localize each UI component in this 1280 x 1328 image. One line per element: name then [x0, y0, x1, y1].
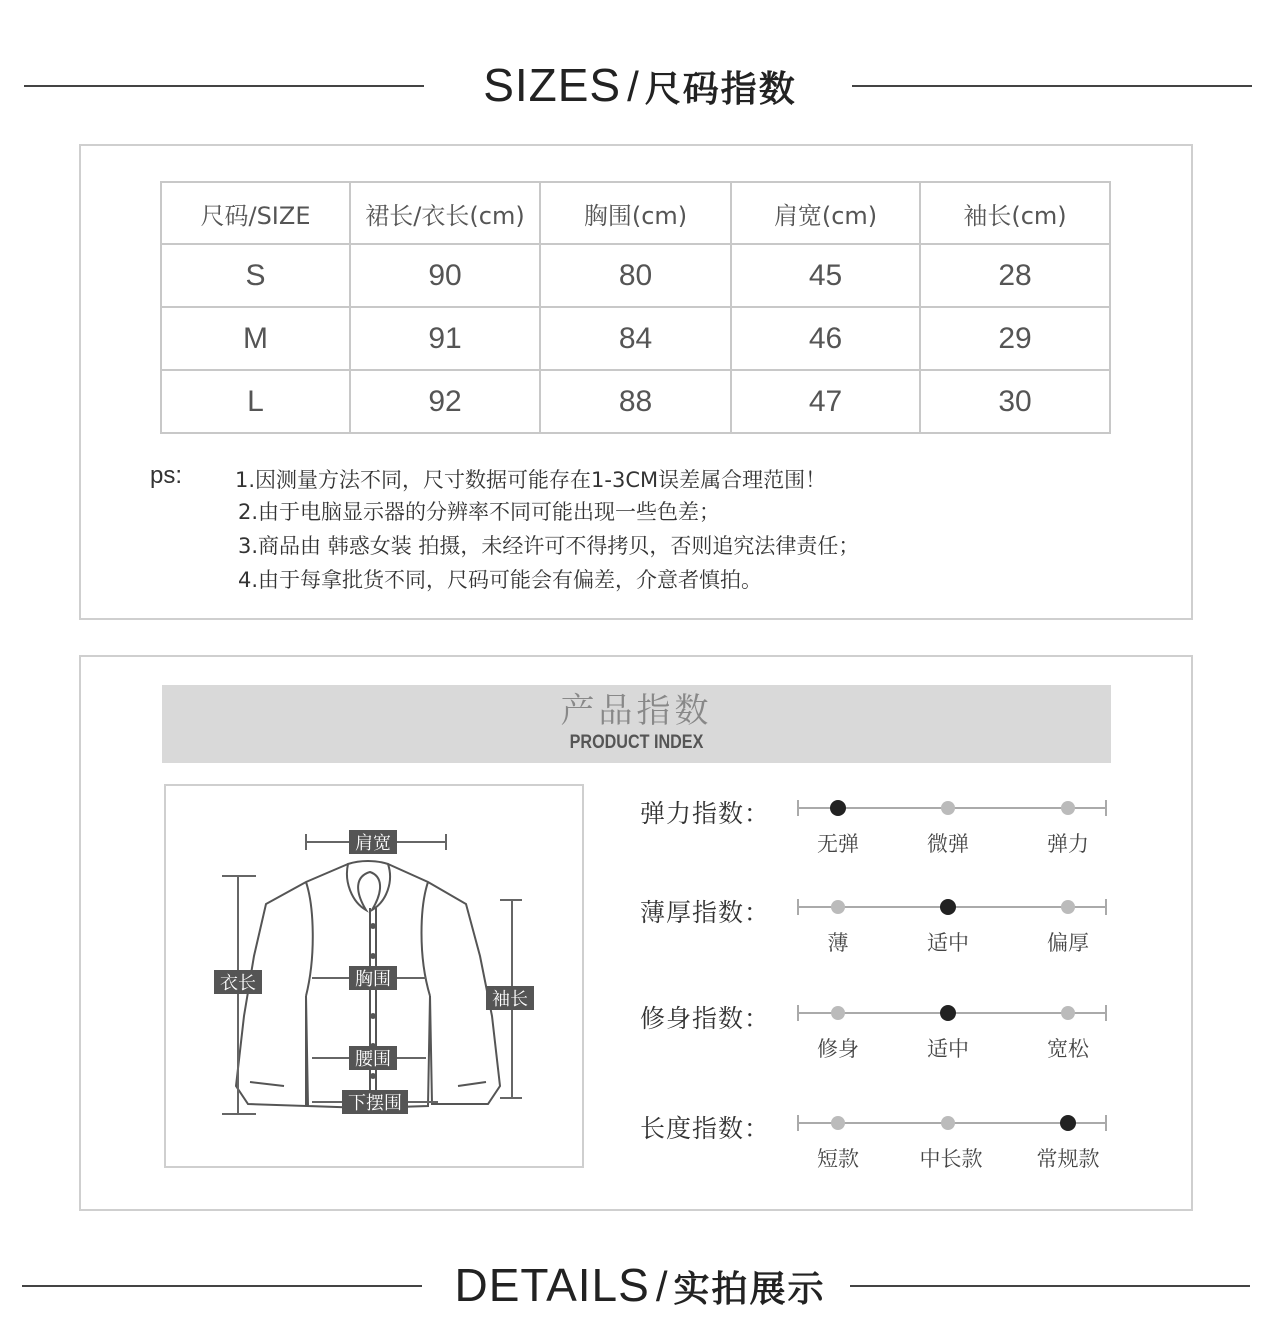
- index-option: 弹力: [1047, 832, 1089, 856]
- cell-chest: 88: [540, 370, 731, 433]
- sizes-title: [0, 55, 1280, 126]
- table-row: [161, 244, 1110, 307]
- index-dot: [1061, 801, 1075, 815]
- table-row: [161, 370, 1110, 433]
- details-section-header: [0, 1255, 1280, 1315]
- note-line: 1.因测量方法不同，尺寸数据可能存在1-3CM误差属合理范围！: [235, 468, 827, 492]
- details-title: [0, 1255, 1280, 1326]
- label-chest: 胸围: [355, 969, 391, 990]
- label-waist: 腰围: [355, 1049, 391, 1070]
- cell-size: L: [161, 370, 350, 433]
- cell-shoulder: 47: [731, 370, 920, 433]
- index-option: 微弹: [927, 832, 969, 856]
- cell-length: 91: [350, 307, 540, 370]
- cell-shoulder: 46: [731, 307, 920, 370]
- header-shoulder: 肩宽(cm): [731, 182, 920, 244]
- index-track: [790, 1003, 1110, 1023]
- index-option: 常规款: [1036, 1147, 1100, 1171]
- cell-sleeve: 29: [920, 307, 1110, 370]
- shirt-diagram: [166, 786, 582, 1166]
- cell-sleeve: 30: [920, 370, 1110, 433]
- index-option: 中长款: [919, 1147, 983, 1171]
- label-shoulder: 肩宽: [355, 833, 391, 854]
- details-title-cn: 实拍展示: [673, 1269, 826, 1310]
- index-label: 长度指数：: [640, 1114, 771, 1143]
- sizes-title-en: SIZES: [483, 59, 622, 111]
- header-sleeve: 袖长(cm): [920, 182, 1110, 244]
- product-index-title-cn: 产品指数: [560, 691, 713, 731]
- header-length: 裙长/衣长(cm): [350, 182, 540, 244]
- cell-shoulder: 45: [731, 244, 920, 307]
- note-line: 3.商品由 韩惑女装 拍摄，未经许可不得拷贝，否则追究法律责任；: [238, 534, 860, 558]
- cell-size: S: [161, 244, 350, 307]
- cell-length: 90: [350, 244, 540, 307]
- cell-sleeve: 28: [920, 244, 1110, 307]
- index-option: 短款: [817, 1147, 859, 1171]
- garment-diagram-box: [164, 784, 584, 1168]
- size-table: [160, 181, 1111, 434]
- index-option: 偏厚: [1047, 931, 1089, 955]
- elasticity-index-row: [640, 799, 1120, 878]
- table-row: [161, 307, 1110, 370]
- index-dot-selected: [940, 1005, 956, 1021]
- cell-chest: 80: [540, 244, 731, 307]
- index-dot: [831, 1116, 845, 1130]
- index-dot: [831, 1006, 845, 1020]
- collar-outline: [347, 861, 390, 910]
- index-track: [790, 1113, 1110, 1133]
- index-option: 宽松: [1047, 1037, 1089, 1061]
- index-dot: [1061, 1006, 1075, 1020]
- sizes-title-separator: /: [627, 63, 639, 110]
- label-hem: 下摆围: [348, 1093, 402, 1114]
- index-dot: [941, 1116, 955, 1130]
- index-dot-selected: [940, 899, 956, 915]
- product-index-title-en: PRODUCT INDEX: [569, 732, 704, 753]
- index-option: 修身: [817, 1037, 859, 1061]
- sizes-title-cn: 尺码指数: [644, 69, 797, 110]
- index-label: 修身指数：: [640, 1004, 771, 1033]
- index-option: 适中: [927, 931, 969, 955]
- details-title-separator: /: [655, 1263, 668, 1310]
- label-sleeve: 袖长: [492, 989, 528, 1010]
- index-label: 薄厚指数：: [640, 898, 771, 927]
- index-dot: [1061, 900, 1075, 914]
- index-track: [790, 798, 1110, 818]
- cell-size: M: [161, 307, 350, 370]
- note-line: 4.由于每拿批货不同，尺码可能会有偏差，介意者慎拍。: [238, 568, 763, 592]
- index-dot-selected: [830, 800, 846, 816]
- thickness-index-row: [640, 898, 1120, 977]
- index-dot: [831, 900, 845, 914]
- notes-prefix: ps:: [150, 462, 183, 489]
- index-dot-selected: [1060, 1115, 1076, 1131]
- cell-length: 92: [350, 370, 540, 433]
- note-line: 2.由于电脑显示器的分辨率不同可能出现一些色差；: [238, 500, 721, 524]
- cell-chest: 84: [540, 307, 731, 370]
- index-track: [790, 897, 1110, 917]
- header-size: 尺码/SIZE: [161, 182, 350, 244]
- label-length: 衣长: [220, 973, 256, 994]
- fit-index-row: [640, 1004, 1120, 1083]
- sizes-section-header: [0, 55, 1280, 115]
- index-option: 薄: [827, 931, 849, 955]
- length-index-row: [640, 1114, 1120, 1193]
- index-option: 适中: [927, 1037, 969, 1061]
- index-option: 无弹: [817, 832, 859, 856]
- details-title-en: DETAILS: [454, 1259, 650, 1311]
- header-chest: 胸围(cm): [540, 182, 731, 244]
- size-table-header-row: [161, 182, 1110, 244]
- index-dot: [941, 801, 955, 815]
- product-index-banner: [162, 685, 1111, 763]
- index-label: 弹力指数：: [640, 799, 771, 828]
